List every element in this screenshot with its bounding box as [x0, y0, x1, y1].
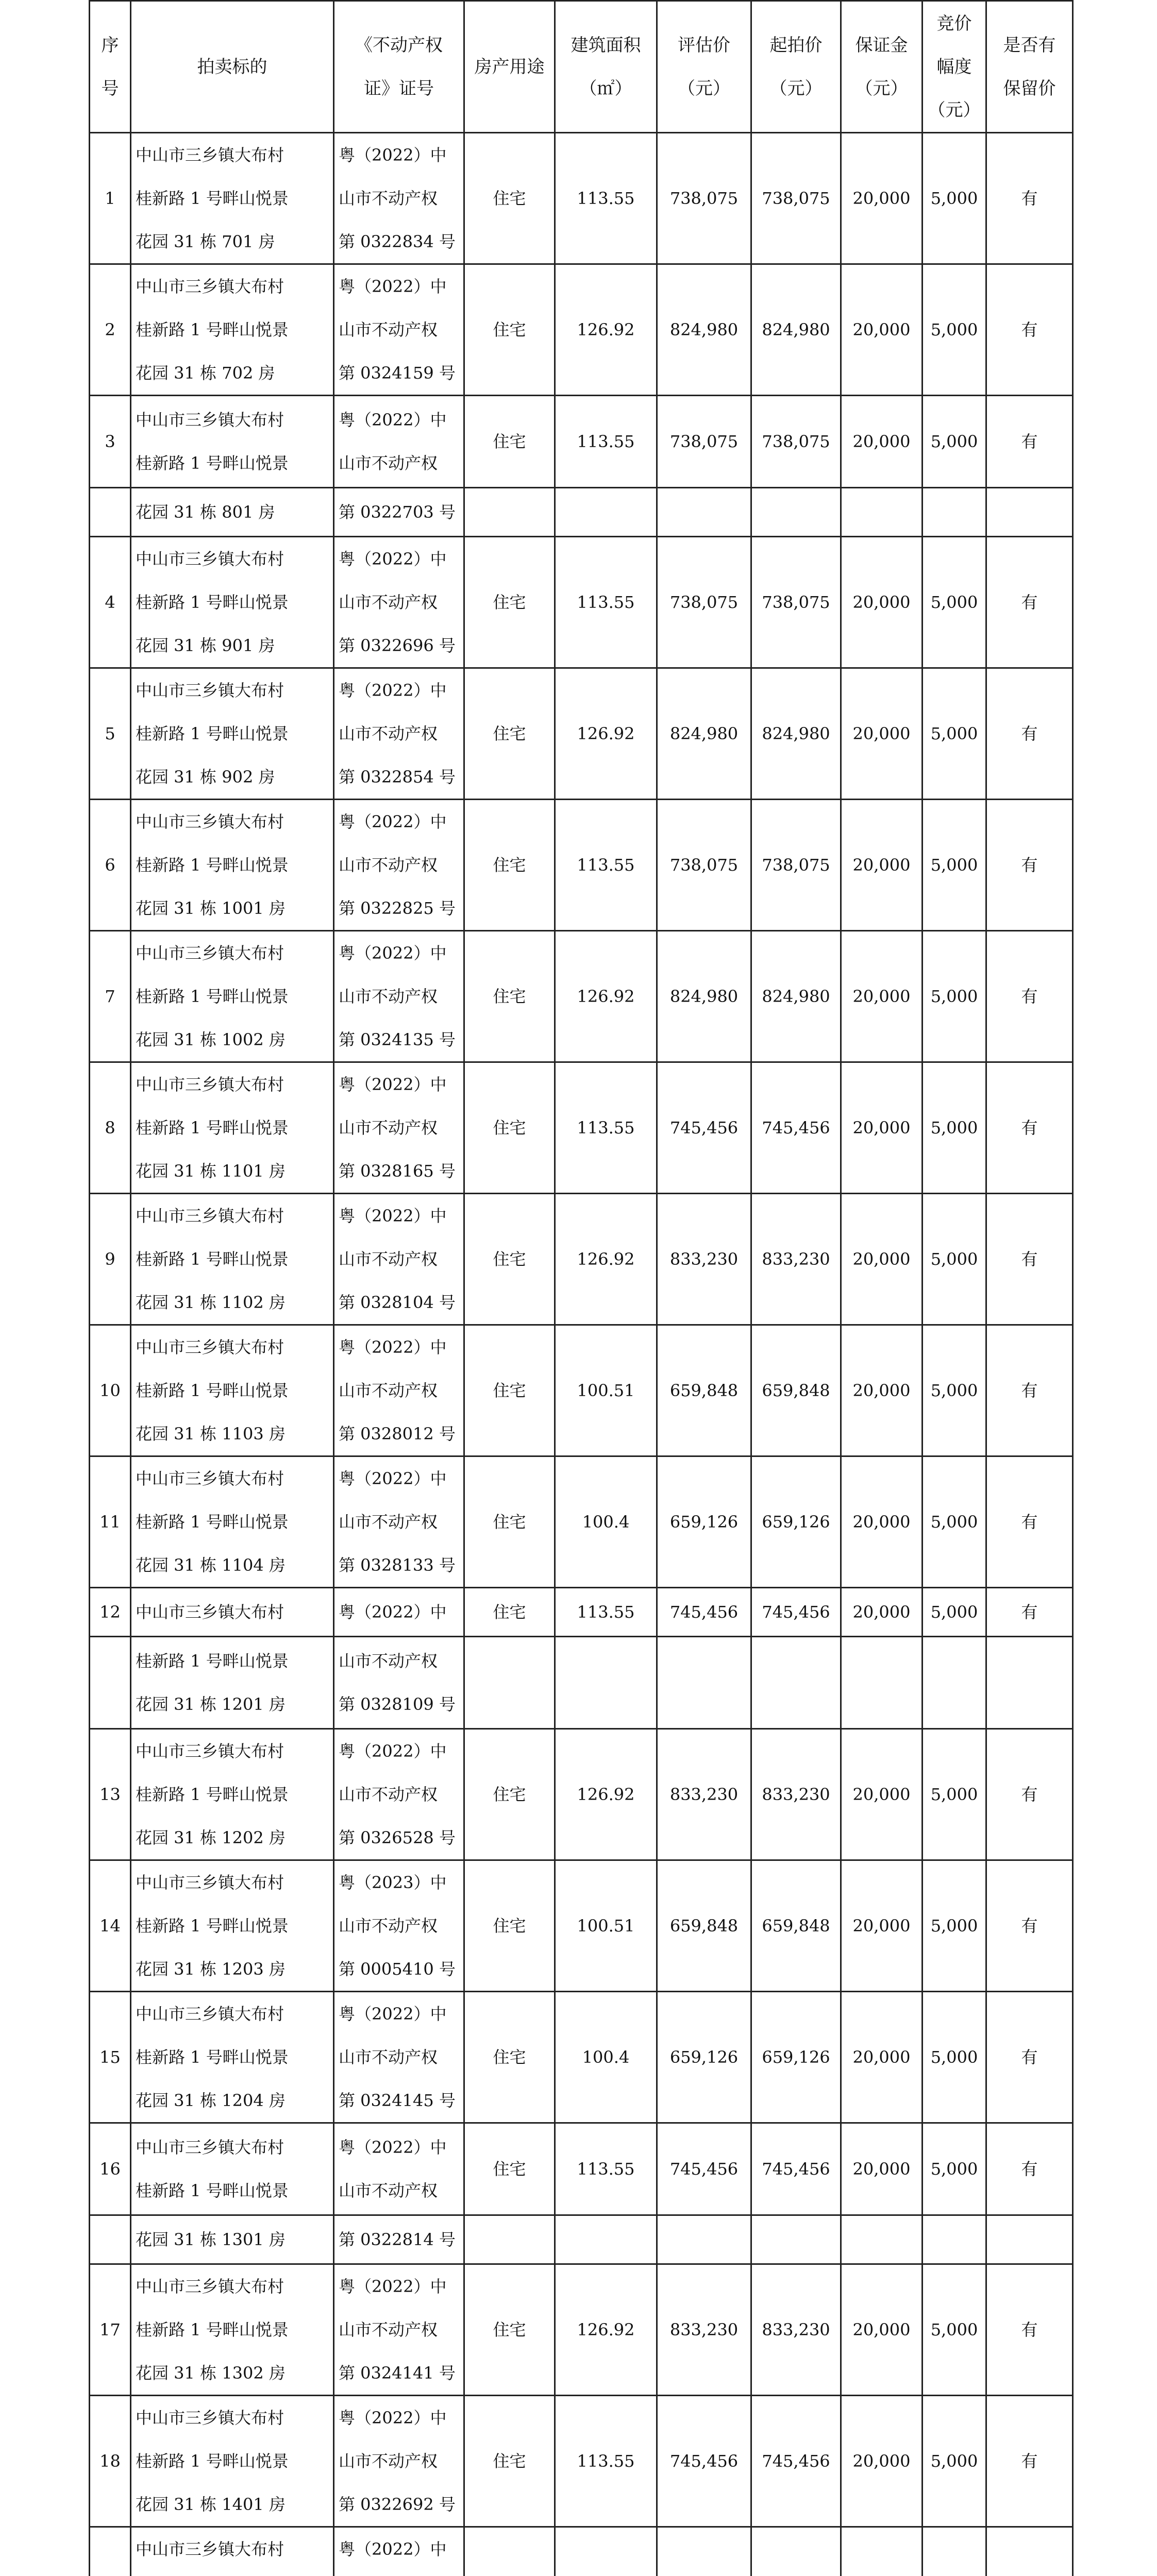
row-area: 100.4 — [555, 1992, 657, 2123]
row-start: 659,848 — [751, 1860, 841, 1992]
row-target: 中山市三乡镇大布村 桂新路 1 号畔山悦景 花园 31 栋 1401 房 — [131, 2396, 334, 2527]
row-deposit: 20,000 — [841, 2123, 923, 2215]
row-eval: 745,456 — [657, 1588, 751, 1637]
row-step: 5,000 — [923, 2123, 986, 2215]
auction-table — [89, 0, 1074, 2576]
row-cert: 粤（2022）中 山市不动产权 第 0328012 号 — [334, 1325, 464, 1456]
empty-cell — [657, 488, 751, 537]
row-deposit: 20,000 — [841, 1456, 923, 1588]
row-reserve: 有 — [986, 264, 1073, 396]
row-use: 住宅 — [464, 537, 555, 668]
row-seq: 13 — [90, 1729, 131, 1860]
row-cert: 粤（2022）中 山市不动产权 第 0324141 号 — [334, 2264, 464, 2396]
row-use: 住宅 — [464, 396, 555, 488]
row-area: 113.55 — [555, 1588, 657, 1637]
table-row — [90, 1062, 1073, 1194]
row-reserve: 有 — [986, 1992, 1073, 2123]
table-row — [90, 800, 1073, 931]
row-use: 住宅 — [464, 2264, 555, 2396]
row-eval: 745,456 — [657, 1062, 751, 1194]
header-deposit: 保证金 （元） — [841, 1, 923, 133]
row-cert: 粤（2022）中 山市不动产权 第 0324135 号 — [334, 931, 464, 1062]
table-row — [90, 537, 1073, 668]
row-step: 5,000 — [923, 2396, 986, 2527]
empty-cell — [464, 2215, 555, 2264]
row-reserve: 有 — [986, 1588, 1073, 1637]
empty-cell — [986, 2215, 1073, 2264]
row-target: 中山市三乡镇大布村 桂新路 1 号畔山悦景 花园 31 栋 702 房 — [131, 264, 334, 396]
row-target: 中山市三乡镇大布村 桂新路 1 号畔山悦景 花园 31 栋 1101 房 — [131, 1062, 334, 1194]
table-row — [90, 264, 1073, 396]
row-seq: 10 — [90, 1325, 131, 1456]
table-row — [90, 1860, 1073, 1992]
row-area: 126.92 — [555, 1729, 657, 1860]
empty-cell — [841, 1637, 923, 1729]
row-deposit: 20,000 — [841, 537, 923, 668]
row-step: 5,000 — [923, 1588, 986, 1637]
row-reserve: 有 — [986, 1062, 1073, 1194]
row-eval: 738,075 — [657, 396, 751, 488]
table-row-continuation — [90, 2215, 1073, 2264]
row-area: 126.92 — [555, 264, 657, 396]
row-step: 5,000 — [923, 2264, 986, 2396]
row-step: 5,000 — [923, 800, 986, 931]
row-seq: 9 — [90, 1194, 131, 1325]
row-seq: 2 — [90, 264, 131, 396]
row-step: 5,000 — [923, 931, 986, 1062]
row-step: 5,000 — [923, 396, 986, 488]
row-start: 824,980 — [751, 264, 841, 396]
empty-cell — [986, 488, 1073, 537]
row-target: 中山市三乡镇大布村 桂新路 1 号畔山悦景 花园 31 栋 1001 房 — [131, 800, 334, 931]
row-seq: 15 — [90, 1992, 131, 2123]
empty-cell — [986, 1637, 1073, 1729]
row-start — [751, 2527, 841, 2576]
row-cert: 粤（2022）中 山市不动产权 第 0322834 号 — [334, 133, 464, 264]
row-reserve: 有 — [986, 2123, 1073, 2215]
row-use — [464, 2527, 555, 2576]
row-cert: 粤（2022）中 山市不动产权 第 0324145 号 — [334, 1992, 464, 2123]
row-cert: 粤（2022）中 山市不动产权 第 0328104 号 — [334, 1194, 464, 1325]
empty-cell — [90, 1637, 131, 1729]
row-step: 5,000 — [923, 1194, 986, 1325]
row-target: 中山市三乡镇大布村 桂新路 1 号畔山悦景 花园 31 栋 1103 房 — [131, 1325, 334, 1456]
row-eval: 824,980 — [657, 668, 751, 800]
row-cert: 粤（2022）中 — [334, 1588, 464, 1637]
table-row — [90, 668, 1073, 800]
header-seq: 序 号 — [90, 1, 131, 133]
row-reserve: 有 — [986, 668, 1073, 800]
row-cert: 粤（2022）中 山市不动产权 第 0322854 号 — [334, 668, 464, 800]
row-start: 833,230 — [751, 1194, 841, 1325]
row-cert-continued: 第 0322703 号 — [334, 488, 464, 537]
row-eval: 659,848 — [657, 1325, 751, 1456]
row-target-continued: 桂新路 1 号畔山悦景 花园 31 栋 1201 房 — [131, 1637, 334, 1729]
row-step: 5,000 — [923, 133, 986, 264]
header-area: 建筑面积 （㎡） — [555, 1, 657, 133]
row-cert: 粤（2023）中 山市不动产权 第 0005410 号 — [334, 1860, 464, 1992]
row-seq: 8 — [90, 1062, 131, 1194]
row-area: 113.55 — [555, 133, 657, 264]
row-start: 824,980 — [751, 931, 841, 1062]
row-use: 住宅 — [464, 2123, 555, 2215]
empty-cell — [555, 1637, 657, 1729]
row-step: 5,000 — [923, 1729, 986, 1860]
row-step: 5,000 — [923, 537, 986, 668]
row-use: 住宅 — [464, 800, 555, 931]
row-seq: 7 — [90, 931, 131, 1062]
row-area: 113.55 — [555, 2123, 657, 2215]
row-deposit: 20,000 — [841, 1860, 923, 1992]
row-seq: 6 — [90, 800, 131, 931]
table-row — [90, 1325, 1073, 1456]
row-start: 745,456 — [751, 1588, 841, 1637]
row-area: 126.92 — [555, 668, 657, 800]
row-cert: 粤（2022）中 山市不动产权 第 0322825 号 — [334, 800, 464, 931]
table-row — [90, 1194, 1073, 1325]
row-seq — [90, 2527, 131, 2576]
empty-cell — [464, 488, 555, 537]
row-deposit — [841, 2527, 923, 2576]
row-target: 中山市三乡镇大布村 桂新路 1 号畔山悦景 — [131, 396, 334, 488]
row-eval: 738,075 — [657, 133, 751, 264]
row-step: 5,000 — [923, 264, 986, 396]
row-use: 住宅 — [464, 133, 555, 264]
row-area: 100.4 — [555, 1456, 657, 1588]
empty-cell — [923, 2215, 986, 2264]
row-use: 住宅 — [464, 1588, 555, 1637]
row-eval — [657, 2527, 751, 2576]
row-use: 住宅 — [464, 1325, 555, 1456]
row-cert: 粤（2022）中 山市不动产权 第 0326528 号 — [334, 1729, 464, 1860]
table-row — [90, 2264, 1073, 2396]
row-start: 738,075 — [751, 537, 841, 668]
row-start: 833,230 — [751, 2264, 841, 2396]
row-seq: 18 — [90, 2396, 131, 2527]
row-target: 中山市三乡镇大布村 桂新路 1 号畔山悦景 花园 31 栋 1204 房 — [131, 1992, 334, 2123]
table-row — [90, 2396, 1073, 2527]
empty-cell — [751, 488, 841, 537]
row-eval: 738,075 — [657, 800, 751, 931]
table-row — [90, 1729, 1073, 1860]
row-reserve: 有 — [986, 1456, 1073, 1588]
row-cert: 粤（2022）中 山市不动产权 — [334, 2123, 464, 2215]
row-target: 中山市三乡镇大布村 桂新路 1 号畔山悦景 花园 31 栋 1102 房 — [131, 1194, 334, 1325]
row-deposit: 20,000 — [841, 668, 923, 800]
table-row — [90, 396, 1073, 488]
row-start: 833,230 — [751, 1729, 841, 1860]
empty-cell — [841, 488, 923, 537]
row-step: 5,000 — [923, 1860, 986, 1992]
table-row — [90, 1992, 1073, 2123]
row-deposit: 20,000 — [841, 1194, 923, 1325]
empty-cell — [90, 2215, 131, 2264]
row-cert: 粤（2022）中 山市不动产权 第 0322692 号 — [334, 2396, 464, 2527]
empty-cell — [751, 2215, 841, 2264]
header-eval: 评估价 （元） — [657, 1, 751, 133]
row-eval: 824,980 — [657, 264, 751, 396]
row-step — [923, 2527, 986, 2576]
empty-cell — [90, 488, 131, 537]
row-deposit: 20,000 — [841, 1992, 923, 2123]
row-eval: 659,126 — [657, 1992, 751, 2123]
row-use: 住宅 — [464, 668, 555, 800]
row-seq: 17 — [90, 2264, 131, 2396]
row-area — [555, 2527, 657, 2576]
empty-cell — [555, 488, 657, 537]
row-reserve: 有 — [986, 1729, 1073, 1860]
row-reserve: 有 — [986, 537, 1073, 668]
row-eval: 745,456 — [657, 2396, 751, 2527]
header-step: 竞价 幅度 （元） — [923, 1, 986, 133]
row-start: 738,075 — [751, 133, 841, 264]
row-area: 113.55 — [555, 800, 657, 931]
empty-cell — [923, 1637, 986, 1729]
empty-cell — [657, 1637, 751, 1729]
row-area: 113.55 — [555, 396, 657, 488]
empty-cell — [841, 2215, 923, 2264]
row-use: 住宅 — [464, 2396, 555, 2527]
empty-cell — [923, 488, 986, 537]
header-cert: 《不动产权 证》证号 — [334, 1, 464, 133]
row-reserve: 有 — [986, 1860, 1073, 1992]
row-target: 中山市三乡镇大布村 — [131, 1588, 334, 1637]
row-target: 中山市三乡镇大布村 桂新路 1 号畔山悦景 花园 31 栋 701 房 — [131, 133, 334, 264]
row-cert: 粤（2022）中 山市不动产权 第 0322696 号 — [334, 537, 464, 668]
row-eval: 659,848 — [657, 1860, 751, 1992]
row-target: 中山市三乡镇大布村 桂新路 1 号畔山悦景 花园 31 栋 902 房 — [131, 668, 334, 800]
table-row — [90, 2123, 1073, 2215]
row-area: 100.51 — [555, 1860, 657, 1992]
row-start: 659,848 — [751, 1325, 841, 1456]
row-deposit: 20,000 — [841, 1588, 923, 1637]
table-row — [90, 931, 1073, 1062]
empty-cell — [555, 2215, 657, 2264]
row-deposit: 20,000 — [841, 2396, 923, 2527]
row-step: 5,000 — [923, 1062, 986, 1194]
row-start: 659,126 — [751, 1456, 841, 1588]
row-deposit: 20,000 — [841, 1062, 923, 1194]
row-target: 中山市三乡镇大布村 — [131, 2527, 334, 2576]
row-reserve: 有 — [986, 800, 1073, 931]
row-use: 住宅 — [464, 1729, 555, 1860]
row-use: 住宅 — [464, 931, 555, 1062]
row-cert: 粤（2022）中 山市不动产权 第 0328165 号 — [334, 1062, 464, 1194]
header-target: 拍卖标的 — [131, 1, 334, 133]
row-cert: 粤（2022）中 山市不动产权 第 0328133 号 — [334, 1456, 464, 1588]
row-start: 659,126 — [751, 1992, 841, 2123]
row-reserve — [986, 2527, 1073, 2576]
row-deposit: 20,000 — [841, 133, 923, 264]
row-seq: 12 — [90, 1588, 131, 1637]
row-start: 738,075 — [751, 396, 841, 488]
row-cert: 粤（2022）中 山市不动产权 — [334, 396, 464, 488]
empty-cell — [751, 1637, 841, 1729]
row-seq: 1 — [90, 133, 131, 264]
row-start: 745,456 — [751, 1062, 841, 1194]
table-row-continuation — [90, 1637, 1073, 1729]
row-deposit: 20,000 — [841, 1325, 923, 1456]
row-use: 住宅 — [464, 1062, 555, 1194]
header-use: 房产用途 — [464, 1, 555, 133]
table-header-row — [90, 1, 1073, 133]
row-eval: 745,456 — [657, 2123, 751, 2215]
row-target: 中山市三乡镇大布村 桂新路 1 号畔山悦景 花园 31 栋 1203 房 — [131, 1860, 334, 1992]
row-eval: 833,230 — [657, 1194, 751, 1325]
row-area: 100.51 — [555, 1325, 657, 1456]
row-area: 126.92 — [555, 2264, 657, 2396]
table-row — [90, 1456, 1073, 1588]
row-deposit: 20,000 — [841, 396, 923, 488]
row-area: 113.55 — [555, 1062, 657, 1194]
table-row — [90, 2527, 1073, 2576]
row-deposit: 20,000 — [841, 800, 923, 931]
row-cert: 粤（2022）中 — [334, 2527, 464, 2576]
row-use: 住宅 — [464, 1456, 555, 1588]
row-start: 824,980 — [751, 668, 841, 800]
empty-cell — [657, 2215, 751, 2264]
header-reserve: 是否有 保留价 — [986, 1, 1073, 133]
row-target-continued: 花园 31 栋 801 房 — [131, 488, 334, 537]
row-step: 5,000 — [923, 1325, 986, 1456]
row-use: 住宅 — [464, 264, 555, 396]
empty-cell — [464, 1637, 555, 1729]
row-cert: 粤（2022）中 山市不动产权 第 0324159 号 — [334, 264, 464, 396]
table-row-continuation — [90, 488, 1073, 537]
row-target-continued: 花园 31 栋 1301 房 — [131, 2215, 334, 2264]
row-eval: 659,126 — [657, 1456, 751, 1588]
row-deposit: 20,000 — [841, 931, 923, 1062]
row-use: 住宅 — [464, 1860, 555, 1992]
row-target: 中山市三乡镇大布村 桂新路 1 号畔山悦景 花园 31 栋 1002 房 — [131, 931, 334, 1062]
row-start: 738,075 — [751, 800, 841, 931]
table-row — [90, 133, 1073, 264]
row-area: 126.92 — [555, 1194, 657, 1325]
row-cert-continued: 第 0322814 号 — [334, 2215, 464, 2264]
row-seq: 3 — [90, 396, 131, 488]
row-area: 126.92 — [555, 931, 657, 1062]
row-reserve: 有 — [986, 1194, 1073, 1325]
row-target: 中山市三乡镇大布村 桂新路 1 号畔山悦景 花园 31 栋 901 房 — [131, 537, 334, 668]
row-deposit: 20,000 — [841, 1729, 923, 1860]
row-reserve: 有 — [986, 931, 1073, 1062]
row-reserve: 有 — [986, 1325, 1073, 1456]
row-seq: 16 — [90, 2123, 131, 2215]
row-step: 5,000 — [923, 1456, 986, 1588]
row-reserve: 有 — [986, 133, 1073, 264]
row-reserve: 有 — [986, 396, 1073, 488]
row-target: 中山市三乡镇大布村 桂新路 1 号畔山悦景 花园 31 栋 1104 房 — [131, 1456, 334, 1588]
row-area: 113.55 — [555, 2396, 657, 2527]
table-row — [90, 1588, 1073, 1637]
row-area: 113.55 — [555, 537, 657, 668]
row-eval: 833,230 — [657, 1729, 751, 1860]
row-eval: 833,230 — [657, 2264, 751, 2396]
row-deposit: 20,000 — [841, 2264, 923, 2396]
header-start: 起拍价 （元） — [751, 1, 841, 133]
row-deposit: 20,000 — [841, 264, 923, 396]
row-target: 中山市三乡镇大布村 桂新路 1 号畔山悦景 — [131, 2123, 334, 2215]
row-reserve: 有 — [986, 2264, 1073, 2396]
row-seq: 4 — [90, 537, 131, 668]
row-start: 745,456 — [751, 2123, 841, 2215]
row-cert-continued: 山市不动产权 第 0328109 号 — [334, 1637, 464, 1729]
row-step: 5,000 — [923, 1992, 986, 2123]
row-seq: 5 — [90, 668, 131, 800]
row-target: 中山市三乡镇大布村 桂新路 1 号畔山悦景 花园 31 栋 1302 房 — [131, 2264, 334, 2396]
row-reserve: 有 — [986, 2396, 1073, 2527]
row-target: 中山市三乡镇大布村 桂新路 1 号畔山悦景 花园 31 栋 1202 房 — [131, 1729, 334, 1860]
row-eval: 738,075 — [657, 537, 751, 668]
row-step: 5,000 — [923, 668, 986, 800]
row-use: 住宅 — [464, 1992, 555, 2123]
row-seq: 14 — [90, 1860, 131, 1992]
row-seq: 11 — [90, 1456, 131, 1588]
row-start: 745,456 — [751, 2396, 841, 2527]
row-eval: 824,980 — [657, 931, 751, 1062]
row-use: 住宅 — [464, 1194, 555, 1325]
